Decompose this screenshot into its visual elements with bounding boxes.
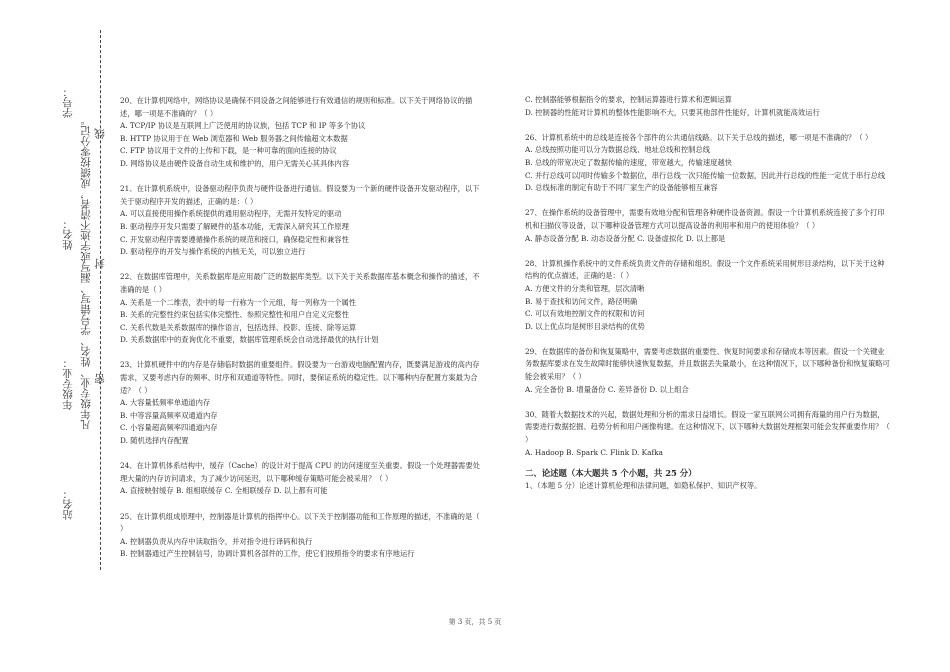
label-student-id: 学号： [62, 86, 74, 118]
question-stem: 27、在操作系统的设备管理中，需要有效地分配和管理各种硬件设备资源。假设一个计算机系统连接了多个打印机和扫描仪等设备，以下哪种设备管理方式可以提高设备的利用率和用户的使用体验？（ ） [525, 208, 885, 230]
dashed-cut-line [100, 30, 101, 570]
option: B. 易于查找和访问文件，路径明确 [525, 296, 638, 306]
option: A. 完全备份 B. 增量备份 C. 差异备份 D. 以上组合 [525, 384, 689, 394]
option: D. 关系数据库中的查询优化不重要，数据库管理系统会自动选择最优的执行计划 [120, 335, 379, 345]
page-footer: 第 3 页，共 5 页 [448, 618, 502, 626]
question-stem: 1、（本题 5 分）论述计算机伦理和法律问题，如隐私保护、知识产权等。 [525, 481, 762, 491]
question-20 [120, 95, 485, 171]
label-name: 姓名： [62, 218, 74, 250]
question-21 [120, 183, 485, 259]
option: B. 关系的完整性约束包括实体完整性、参照完整性和用户自定义完整性 [120, 310, 349, 320]
option: A. 方便文件的分类和管理，层次清晰 [525, 283, 645, 293]
option: B. HTTP 协议用于在 Web 浏览器和 Web 服务器之间传输超文本数据 [120, 133, 348, 143]
question-stem: 28、计算机操作系统中的文件系统负责文件的存储和组织。假设一个文件系统采用树形目录结构，以下关于这种结构的优点描述，正确的是：（ ） [525, 258, 885, 281]
question-stem: 26、计算机系统中的总线是连接各个部件的公共通信线路。以下关于总线的描述，哪一项是不准确的？（ ） [525, 132, 873, 142]
option: C. 并行总线可以同时传输多个数据位，串行总线一次只能传输一位数据，因此并行总线的性能一定优于串行总线 [525, 170, 886, 180]
question-stem: 25、在计算机组成原理中，控制器是计算机的指挥中心。以下关于控制器功能和工作原理的描述，不准确的是（ ） [120, 511, 480, 534]
question-24 [120, 460, 485, 498]
option: A. Hadoop B. Spark C. Flink D. Kafka [525, 447, 663, 457]
option: B. 驱动程序开发只需要了解硬件的基本功能，无需深入研究其工作原理 [120, 221, 349, 231]
question-25-continued [525, 94, 890, 119]
option: C. 控制器能够根据指令的要求，控制运算器进行算术和逻辑运算 [525, 95, 732, 104]
binding-warning: 凡年级专业、姓名、学号错写、漏写或字迹不清者，成绩按零分记。 [80, 115, 92, 430]
option: D. 控制器的性能对计算机的整体性能影响不大，只要其他部件性能好，计算机就能高效运行 [525, 107, 820, 117]
question-stem: 30、随着大数据技术的兴起，数据处理和分析的需求日益增长。假设一家互联网公司拥有海量的用户行为数据，需要进行数据挖掘、趋势分析和用户画像构建。在这种情况下，以下哪种大数据处理框架可能会发挥重要作用？（ ） [525, 409, 890, 445]
option: D. 驱动程序的开发与操作系统的内核无关，可以独立进行 [120, 247, 306, 257]
binding-margin [0, 0, 110, 672]
question-30 [525, 409, 890, 459]
option: C. 可以有效地控制文件的权限和访问 [525, 309, 645, 319]
option: D. 随机选择内存配置 [120, 436, 189, 446]
option: A. 直接映射缓存 B. 组相联缓存 C. 全相联缓存 D. 以上都有可能 [120, 486, 328, 496]
option: B. 总线的带宽决定了数据传输的速度，带宽越大，传输速度越快 [525, 157, 733, 167]
option: D. 总线标准的制定有助于不同厂家生产的设备能够相互兼容 [525, 183, 718, 193]
option: D. 网络协议是由硬件设备自动生成和维护的，用户无需关心其具体内容 [120, 158, 350, 168]
option: C. 小容量超高频率四通道内存 [120, 423, 218, 433]
line-mark-mi: 密 [94, 373, 106, 384]
label-station: 站名： [62, 488, 74, 520]
question-25 [120, 511, 485, 561]
option: A. 可以直接使用操作系统提供的通用驱动程序，无需开发特定的驱动 [120, 209, 342, 219]
option: A. 总线按照功能可以分为数据总线、地址总线和控制总线 [525, 145, 711, 155]
question-29 [525, 346, 890, 396]
option: D. 以上优点均是树形目录结构的优势 [525, 321, 645, 331]
option: B. 中等容量高频率双通道内存 [120, 410, 218, 420]
question-26 [525, 132, 890, 195]
option: C. FTP 协议用于文件的上传和下载，是一种可靠的面向连接的协议 [120, 146, 337, 156]
line-mark-feng: 封 [94, 258, 106, 269]
line-mark-xian: 线 [94, 128, 106, 139]
left-column [120, 95, 485, 561]
question-stem: 29、在数据库的备份和恢复策略中，需要考虑数据的重要性、恢复时间要求和存储成本等因素。假设一个关键业务数据库要求在发生故障时能够快速恢复数据，并且数据丢失量最小，在这种情况下，以下哪种备份和恢复策略可能会被采用？（ ） [525, 346, 890, 382]
question-stem: 23、计算机硬件中的内存是存储临时数据的重要组件。假设要为一台游戏电脑配置内存，既要满足游戏的高内存需求，又要考虑内存的频率、时序和双通道等特性。同时，要保证系统的稳定性。以下哪种内存配置方案最为合适？（ ） [120, 360, 480, 395]
right-column [525, 94, 890, 493]
question-22 [120, 271, 485, 347]
question-stem: 22、在数据库管理中，关系数据库是应用最广泛的数据库类型。以下关于关系数据库基本概念和操作的描述，不准确的是（ ） [120, 272, 480, 294]
option: B. 控制器通过产生控制信号，协调计算机各部件的工作，使它们按照指令的要求有序地运行 [120, 549, 415, 559]
option: A. 静态设备分配 B. 动态设备分配 C. 设备虚拟化 D. 以上都是 [525, 233, 726, 243]
question-28 [525, 258, 890, 334]
question-stem: 24、在计算机体系结构中，缓存（Cache）的设计对于提高 CPU 的访问速度至关重要。假设一个处理器需要处理大量的内存访问请求，为了减少访问延迟，以下哪种缓存策略可能会被采用？（ ） [120, 461, 480, 483]
question-stem: 20、在计算机网络中，网络协议是确保不同设备之间能够进行有效通信的规则和标准。以下关于网络协议的描述，哪一项是不准确的？（ ） [120, 96, 473, 118]
question-stem: 21、在计算机系统中，设备驱动程序负责与硬件设备进行通信。假设要为一个新的硬件设备开发驱动程序，以下关于驱动程序开发的描述，正确的是：（ ） [120, 184, 480, 206]
essay-question-1 [525, 480, 890, 493]
option: A. 控制器负责从内存中读取指令，并对指令进行译码和执行 [120, 536, 313, 546]
option: A. 大容量低频率单通道内存 [120, 398, 211, 408]
label-major: 年级专业： [62, 357, 74, 410]
question-27 [525, 207, 890, 245]
option: A. 关系是一个二维表，表中的每一行称为一个元组，每一列称为一个属性 [120, 297, 357, 307]
option: A. TCP/IP 协议是互联网上广泛使用的协议族，包括 TCP 和 IP 等多个协议 [120, 121, 366, 131]
option: C. 关系代数是关系数据库的操作语言，包括选择、投影、连接、除等运算 [120, 322, 357, 332]
option: C. 开发驱动程序需要遵循操作系统的规范和接口，确保稳定性和兼容性 [120, 234, 349, 244]
question-23 [120, 359, 485, 447]
section-title: 二、论述题（本大题共 5 个小题，共 25 分） [525, 468, 697, 479]
